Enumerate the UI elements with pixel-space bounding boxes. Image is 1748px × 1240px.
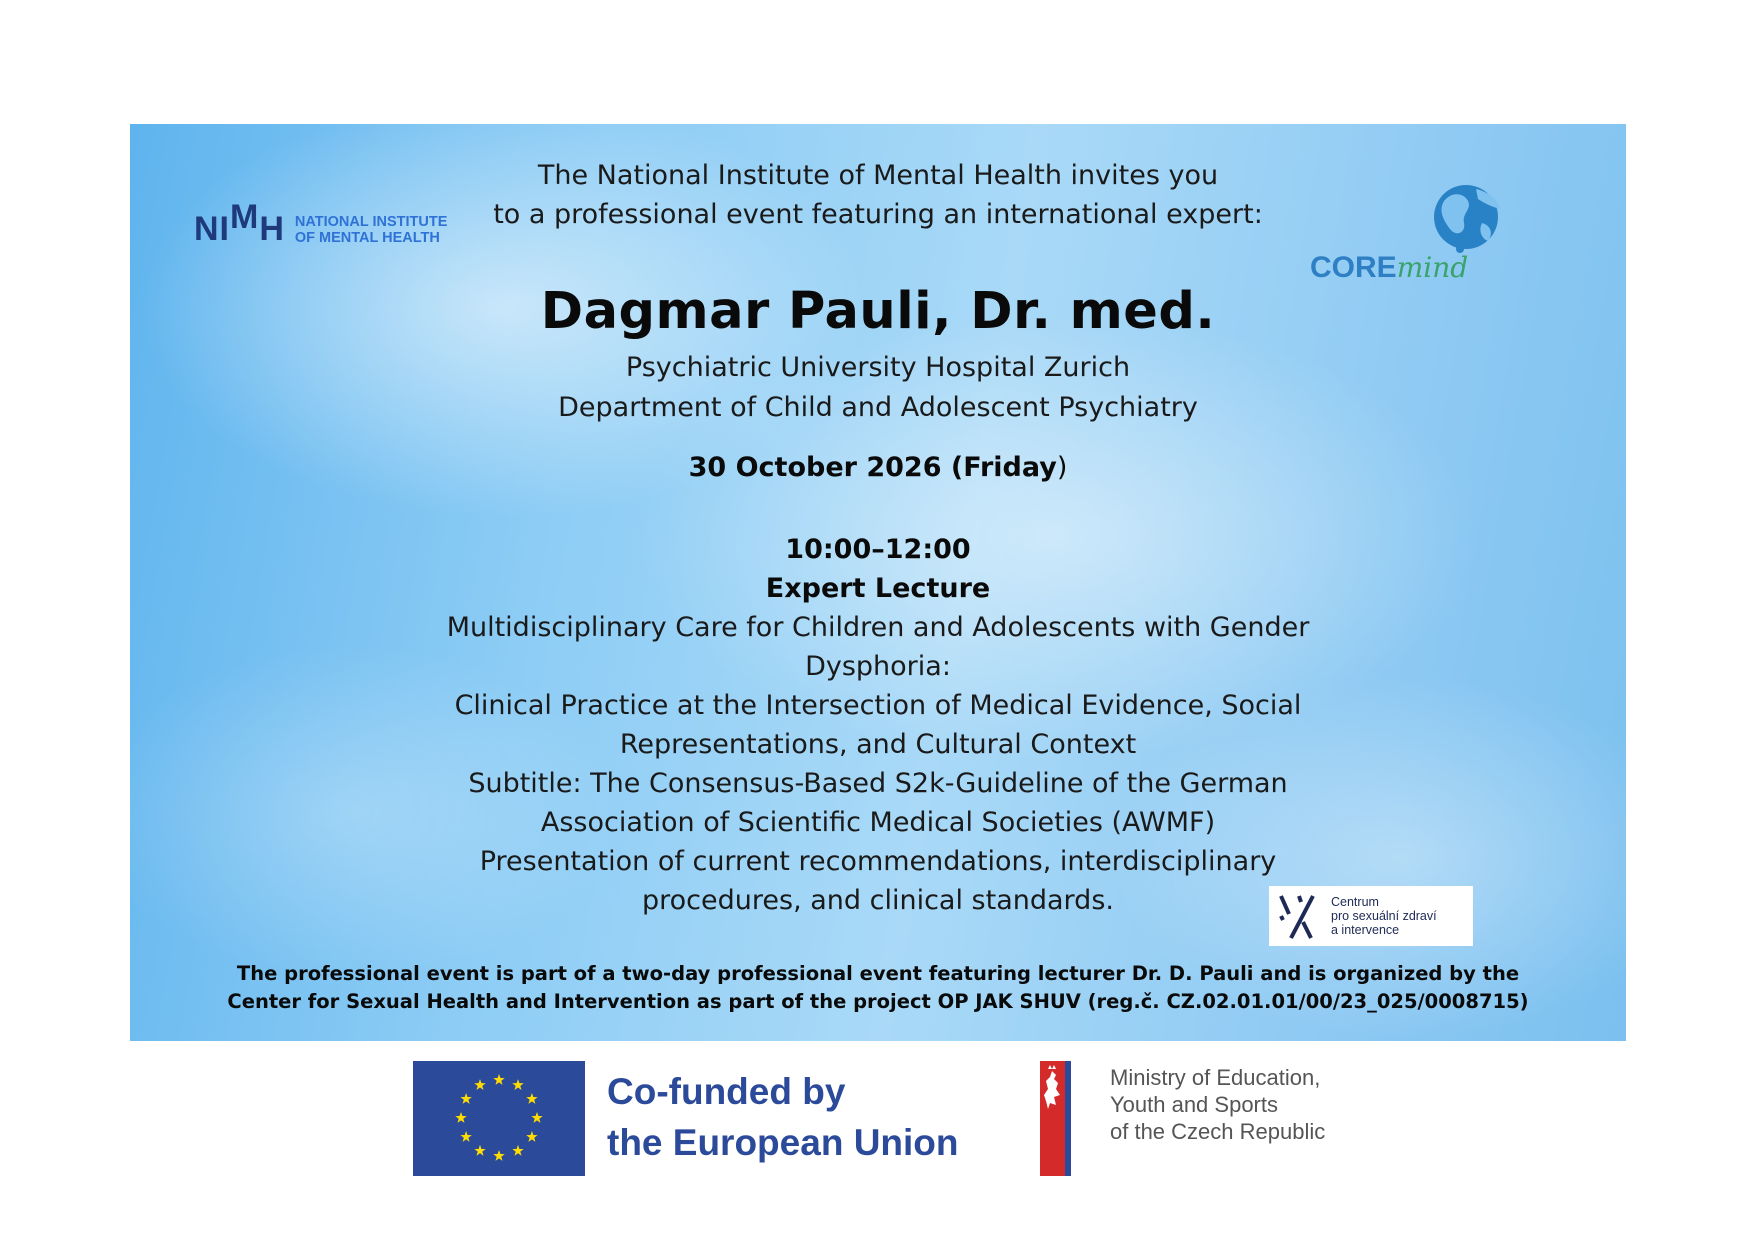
eu-star-icon (512, 1079, 523, 1090)
eu-star-icon (455, 1112, 466, 1123)
lecture-subtitle: Subtitle: The Consensus-Based S2k-Guideline of the German Association of Scientific Medical Societies (AWMF) (468, 768, 1288, 838)
eu-star-icon (493, 1074, 504, 1085)
eu-star-icon (526, 1131, 537, 1142)
invitation-panel (130, 124, 1626, 1041)
lecture-description: Presentation of current recommendations, interdisciplinary procedures, and clinical standards. (479, 846, 1277, 916)
centrum-logo (1269, 886, 1473, 946)
lecture-details (428, 608, 1328, 920)
eu-star-icon (531, 1112, 542, 1123)
event-date: 30 October 2026 (Friday) (688, 452, 1068, 483)
session-type: Expert Lecture (765, 573, 991, 604)
speaker-affiliation: Psychiatric University Hospital Zurich Department of Child and Adolescent Psychiatry (558, 352, 1198, 423)
eu-cofunded-label: Co-funded by the European Union (607, 1071, 959, 1163)
nimh-mark: NIMH (194, 198, 285, 248)
nimh-wordmark: NATIONAL INSTITUTE OF MENTAL HEALTH (294, 213, 448, 246)
eu-stars-icon (413, 1061, 585, 1176)
czech-emblem-stripe (1065, 1061, 1071, 1176)
eu-star-icon (460, 1131, 471, 1142)
eu-flag (413, 1061, 585, 1176)
czech-emblem (1040, 1061, 1065, 1176)
centrum-wordmark: Centrum pro sexuální zdraví a intervence (1331, 895, 1437, 937)
eu-star-icon (474, 1145, 485, 1156)
event-time: 10:00–12:00 (785, 534, 971, 565)
speaker-name: Dagmar Pauli, Dr. med. (540, 282, 1216, 341)
coremind-wordmark: COREmind (1310, 251, 1469, 284)
eu-star-icon (526, 1093, 537, 1104)
event-session (130, 530, 1626, 608)
organizer-note: The professional event is part of a two-day professional event featuring lecturer Dr. D. Pauli and is organized by the Center for Sexual Health and Intervention as part of the project OP JAK SHUV (reg.č. CZ.02.01.01/00/23_025/0008715) (227, 962, 1529, 1013)
lecture-title-1: Multidisciplinary Care for Children and Adolescents with Gender Dysphoria: (446, 612, 1310, 682)
ministry-label: Ministry of Education, Youth and Sports of the Czech Republic (1110, 1065, 1326, 1144)
centrum-xy-icon (1277, 892, 1321, 940)
lion-icon (1040, 1065, 1065, 1125)
eu-star-icon (493, 1150, 504, 1161)
lecture-title-2: Clinical Practice at the Intersection of Medical Evidence, Social Representations, and Cultural Context (454, 690, 1302, 760)
eu-star-icon (460, 1093, 471, 1104)
eu-star-icon (474, 1079, 485, 1090)
invitation-text: The National Institute of Mental Health invites you to a professional event featuring an international expert: (493, 160, 1263, 230)
eu-star-icon (512, 1145, 523, 1156)
